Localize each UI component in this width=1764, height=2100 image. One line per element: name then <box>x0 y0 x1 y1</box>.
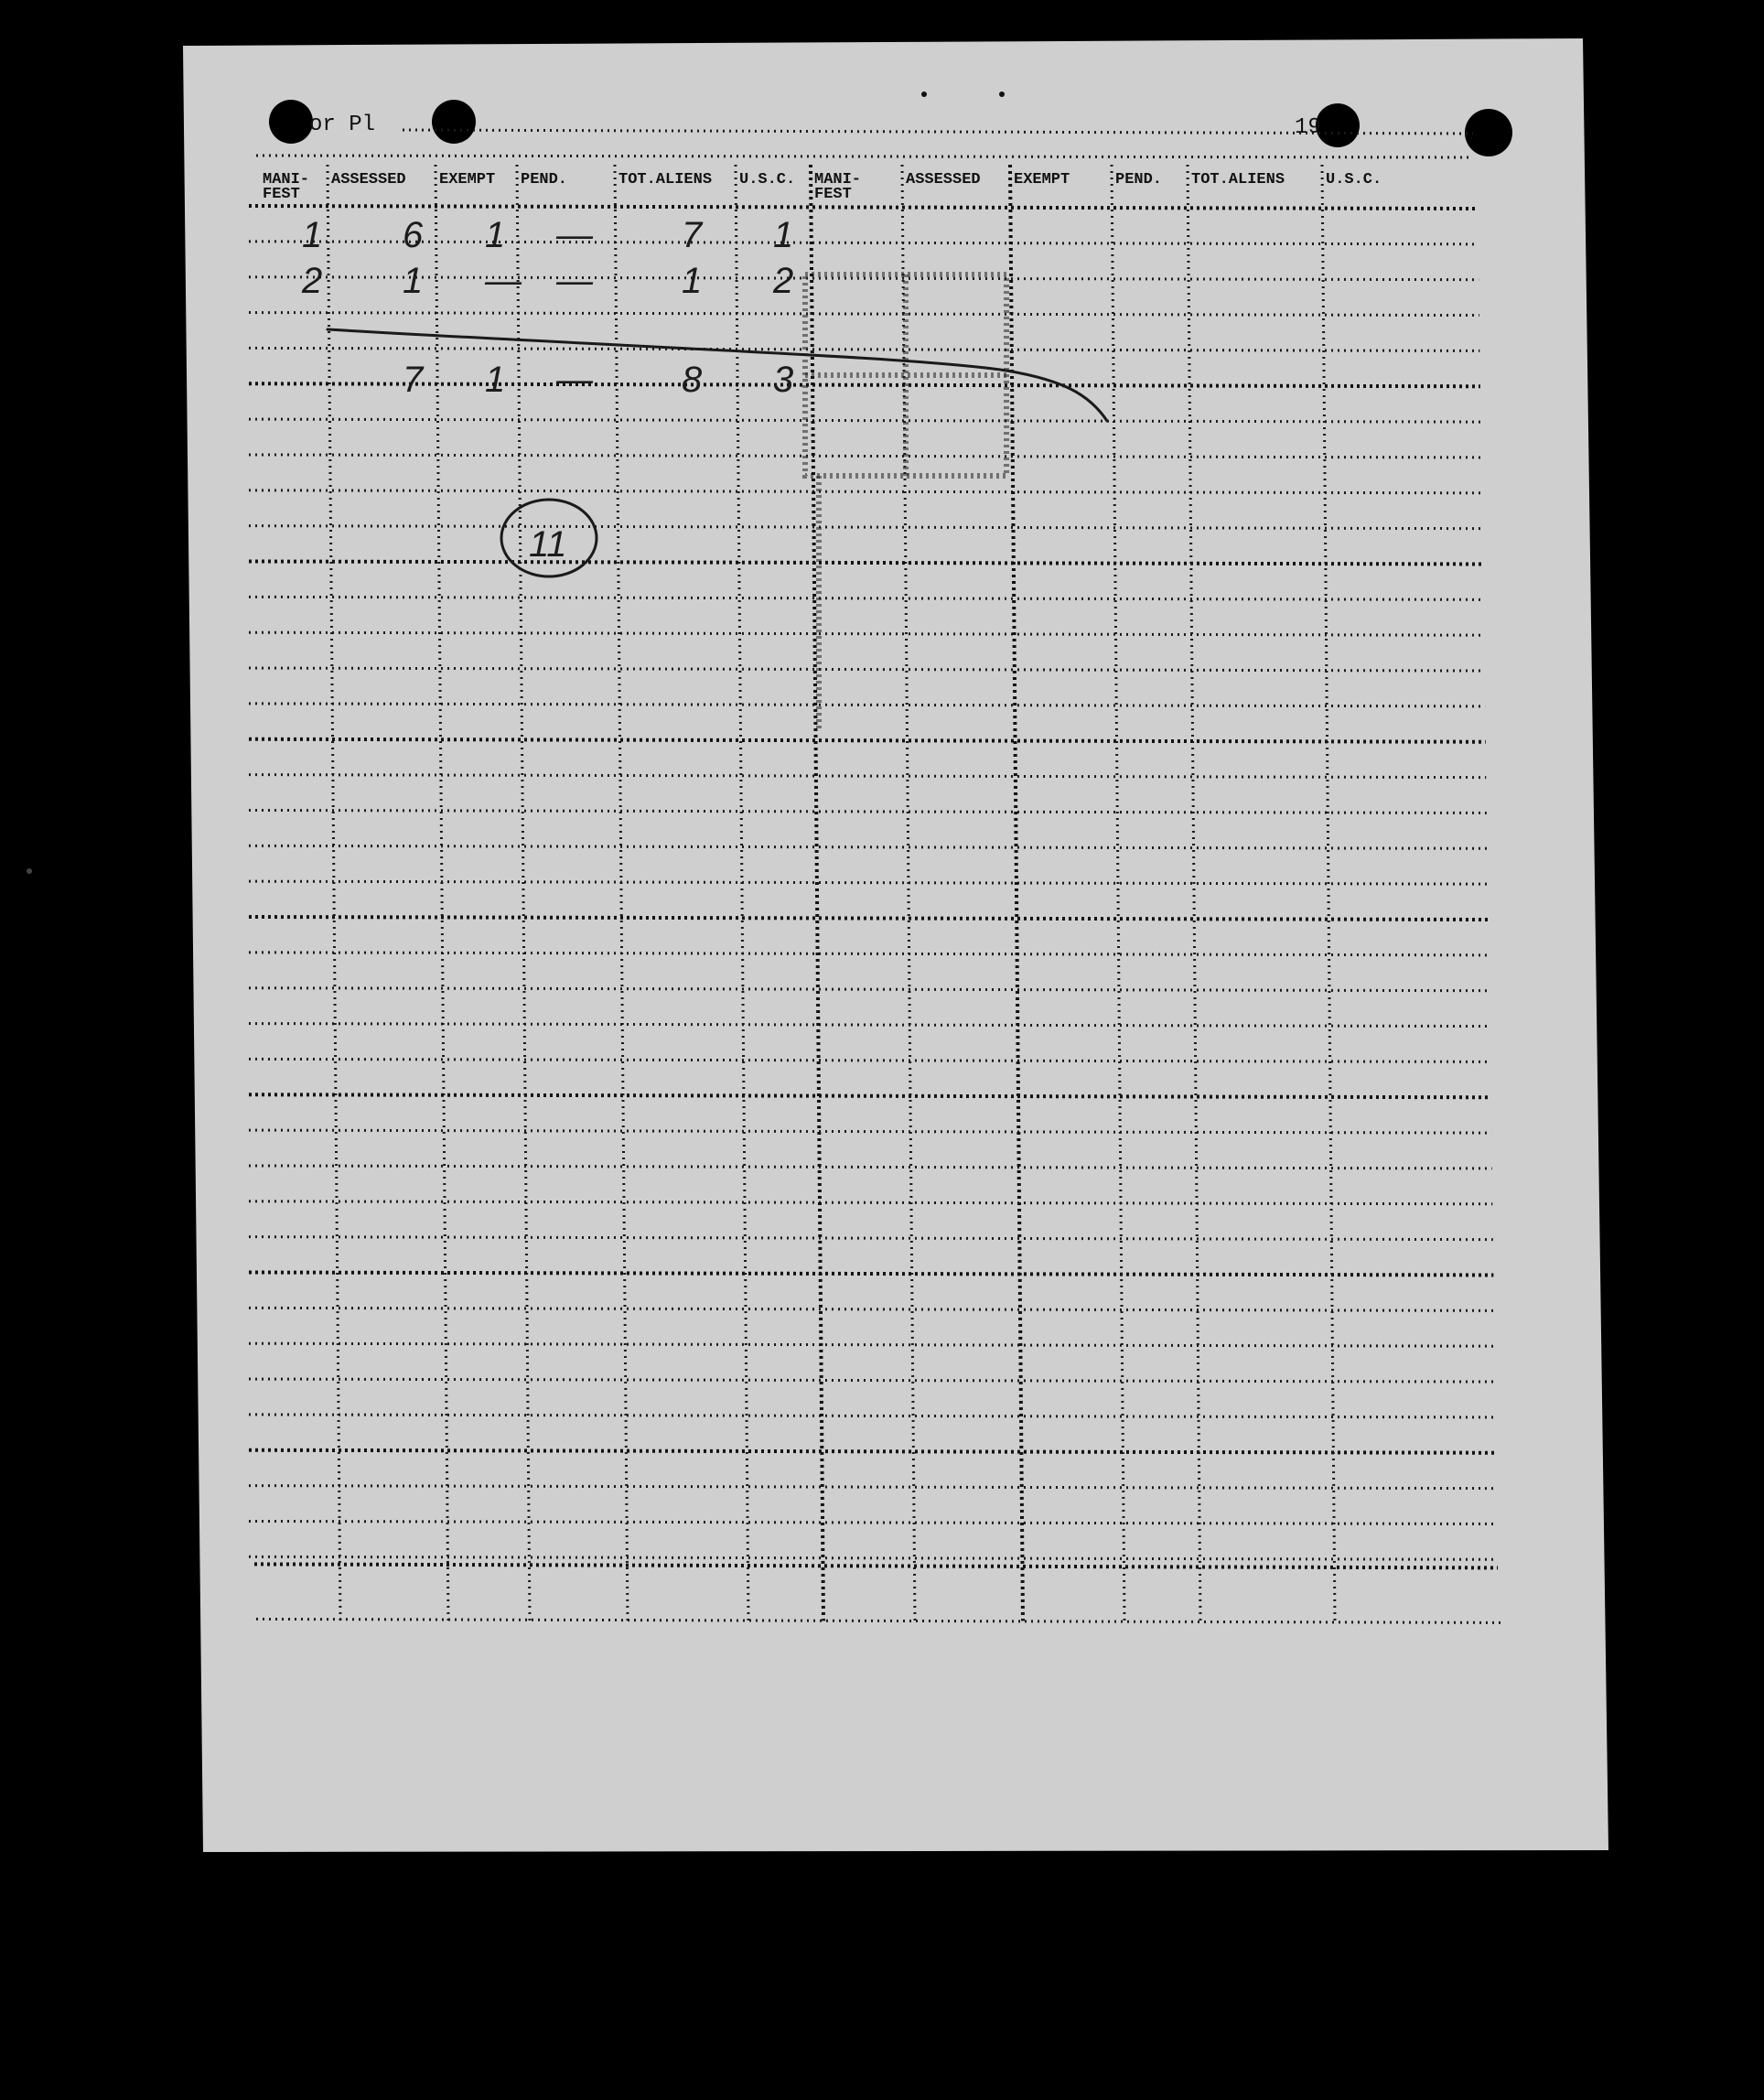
handwritten-total-cell: — <box>556 360 593 400</box>
column-header: ASSESSED <box>331 171 406 188</box>
circled-note-text: 11 <box>529 524 567 565</box>
handwritten-cell: 2 <box>773 261 794 301</box>
column-header: FEST <box>263 186 300 203</box>
punch-hole-right-a <box>1316 103 1360 147</box>
port-label: or Pl <box>309 113 376 137</box>
handwritten-cell: 7 <box>682 215 703 255</box>
handwritten-cell: 6 <box>403 215 424 255</box>
punch-hole-left <box>269 100 313 144</box>
handwritten-cell: 1 <box>403 261 424 301</box>
column-header: U.S.C. <box>1326 171 1382 188</box>
punch-hole-center <box>432 100 476 144</box>
handwritten-cell: 1 <box>485 215 506 255</box>
handwritten-cell: — <box>556 261 593 301</box>
column-header: TOT.ALIENS <box>1191 171 1285 188</box>
handwritten-cell: — <box>556 215 593 255</box>
date-year-label: 19 <box>1295 115 1321 140</box>
handwritten-total-cell: 8 <box>682 360 703 400</box>
handwritten-cell: — <box>485 261 522 301</box>
column-header: PEND. <box>521 171 568 188</box>
punch-hole-right-b <box>1465 109 1512 156</box>
handwritten-total-cell: 3 <box>773 360 794 400</box>
handwritten-cell: 1 <box>773 215 794 255</box>
column-header: FEST <box>814 186 852 203</box>
handwritten-cell: 2 <box>302 261 323 301</box>
handwritten-cell: 1 <box>302 215 323 255</box>
paper-sheet <box>183 38 1608 1852</box>
column-header: MANI- <box>814 171 862 188</box>
column-header: TOT.ALIENS <box>618 171 713 188</box>
column-header: U.S.C. <box>739 171 796 188</box>
column-header: EXEMPT <box>439 171 496 188</box>
column-header: PEND. <box>1115 171 1163 188</box>
handwritten-cell: 1 <box>682 261 703 301</box>
handwritten-total-cell: 1 <box>485 360 506 400</box>
column-header: ASSESSED <box>906 171 981 188</box>
column-header: EXEMPT <box>1014 171 1070 188</box>
handwritten-total-cell: 7 <box>403 360 424 400</box>
column-header: MANI- <box>263 171 310 188</box>
